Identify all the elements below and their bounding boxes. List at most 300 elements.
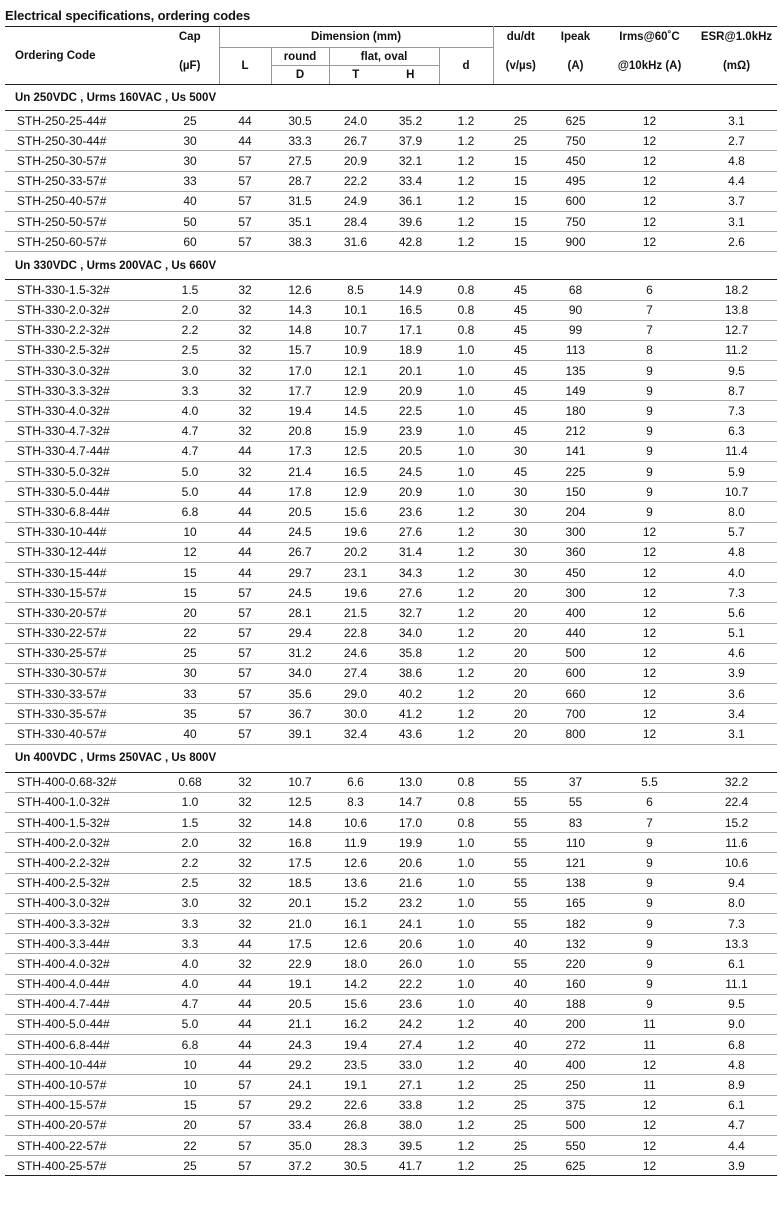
cell-esr: 3.1 bbox=[696, 211, 777, 231]
cell-dudt: 55 bbox=[493, 772, 548, 792]
table-row bbox=[5, 603, 777, 623]
cell-d: 1.2 bbox=[439, 684, 493, 704]
cell-d: 1.2 bbox=[439, 562, 493, 582]
cell-T: 12.9 bbox=[329, 482, 382, 502]
table-row bbox=[5, 643, 777, 663]
cell-irms: 9 bbox=[603, 974, 696, 994]
cell-D: 17.3 bbox=[271, 441, 329, 461]
cell-irms: 12 bbox=[603, 704, 696, 724]
cell-dudt: 45 bbox=[493, 340, 548, 360]
cell-L: 44 bbox=[219, 522, 271, 542]
cell-dudt: 20 bbox=[493, 583, 548, 603]
cell-irms: 9 bbox=[603, 954, 696, 974]
cell-esr: 6.8 bbox=[696, 1035, 777, 1055]
cell-irms: 11 bbox=[603, 1035, 696, 1055]
cell-H: 32.1 bbox=[382, 151, 439, 171]
cell-T: 13.6 bbox=[329, 873, 382, 893]
header-esr: ESR@1.0kHz bbox=[696, 27, 777, 48]
header-ipeak-unit: (A) bbox=[548, 48, 603, 85]
cell-ipeak: 400 bbox=[548, 603, 603, 623]
cell-cap: 6.8 bbox=[161, 1035, 219, 1055]
table-row bbox=[5, 853, 777, 873]
cell-ipeak: 220 bbox=[548, 954, 603, 974]
cell-esr: 11.1 bbox=[696, 974, 777, 994]
header-irms: Irms@60˚C bbox=[603, 27, 696, 48]
cell-dudt: 20 bbox=[493, 623, 548, 643]
cell-T: 26.8 bbox=[329, 1115, 382, 1135]
cell-cap: 10 bbox=[161, 522, 219, 542]
cell-ipeak: 272 bbox=[548, 1035, 603, 1055]
cell-T: 30.0 bbox=[329, 704, 382, 724]
cell-irms: 12 bbox=[603, 1055, 696, 1075]
cell-ordering-code: STH-400-1.5-32# bbox=[5, 813, 161, 833]
cell-D: 39.1 bbox=[271, 724, 329, 744]
cell-ordering-code: STH-400-15-57# bbox=[5, 1095, 161, 1115]
cell-ipeak: 68 bbox=[548, 280, 603, 300]
cell-dudt: 45 bbox=[493, 320, 548, 340]
table-row bbox=[5, 1014, 777, 1034]
cell-D: 24.5 bbox=[271, 522, 329, 542]
cell-L: 57 bbox=[219, 191, 271, 211]
cell-esr: 8.0 bbox=[696, 502, 777, 522]
cell-cap: 25 bbox=[161, 1156, 219, 1176]
cell-ipeak: 440 bbox=[548, 623, 603, 643]
voltage-group-row bbox=[5, 744, 777, 772]
cell-L: 32 bbox=[219, 340, 271, 360]
cell-T: 20.2 bbox=[329, 542, 382, 562]
cell-T: 16.5 bbox=[329, 462, 382, 482]
cell-d: 1.2 bbox=[439, 1115, 493, 1135]
cell-ordering-code: STH-250-50-57# bbox=[5, 211, 161, 231]
cell-dudt: 40 bbox=[493, 974, 548, 994]
cell-T: 10.9 bbox=[329, 340, 382, 360]
cell-T: 16.1 bbox=[329, 913, 382, 933]
cell-D: 19.4 bbox=[271, 401, 329, 421]
table-row bbox=[5, 111, 777, 131]
cell-ipeak: 83 bbox=[548, 813, 603, 833]
table-row bbox=[5, 441, 777, 461]
cell-cap: 1.5 bbox=[161, 813, 219, 833]
cell-D: 21.4 bbox=[271, 462, 329, 482]
cell-H: 27.6 bbox=[382, 583, 439, 603]
cell-irms: 12 bbox=[603, 191, 696, 211]
header-irms-unit: @10kHz (A) bbox=[603, 48, 696, 85]
cell-ipeak: 300 bbox=[548, 583, 603, 603]
cell-irms: 12 bbox=[603, 131, 696, 151]
cell-cap: 3.0 bbox=[161, 361, 219, 381]
cell-d: 1.0 bbox=[439, 340, 493, 360]
cell-ipeak: 150 bbox=[548, 482, 603, 502]
table-row bbox=[5, 704, 777, 724]
cell-L: 57 bbox=[219, 1156, 271, 1176]
cell-cap: 15 bbox=[161, 562, 219, 582]
cell-ordering-code: STH-330-4.0-32# bbox=[5, 401, 161, 421]
cell-L: 44 bbox=[219, 111, 271, 131]
table-row bbox=[5, 583, 777, 603]
cell-L: 44 bbox=[219, 934, 271, 954]
cell-esr: 8.9 bbox=[696, 1075, 777, 1095]
cell-ordering-code: STH-400-2.5-32# bbox=[5, 873, 161, 893]
cell-D: 17.7 bbox=[271, 381, 329, 401]
cell-esr: 2.6 bbox=[696, 232, 777, 252]
cell-H: 23.9 bbox=[382, 421, 439, 441]
cell-D: 38.3 bbox=[271, 232, 329, 252]
cell-dudt: 45 bbox=[493, 421, 548, 441]
cell-dudt: 20 bbox=[493, 704, 548, 724]
cell-esr: 4.8 bbox=[696, 1055, 777, 1075]
cell-H: 20.6 bbox=[382, 853, 439, 873]
cell-esr: 3.9 bbox=[696, 1156, 777, 1176]
cell-H: 27.1 bbox=[382, 1075, 439, 1095]
cell-ordering-code: STH-330-15-57# bbox=[5, 583, 161, 603]
cell-T: 31.6 bbox=[329, 232, 382, 252]
cell-irms: 12 bbox=[603, 111, 696, 131]
cell-esr: 4.4 bbox=[696, 1136, 777, 1156]
cell-cap: 4.0 bbox=[161, 954, 219, 974]
cell-D: 28.1 bbox=[271, 603, 329, 623]
cell-dudt: 25 bbox=[493, 1136, 548, 1156]
cell-d: 1.2 bbox=[439, 171, 493, 191]
cell-H: 39.5 bbox=[382, 1136, 439, 1156]
cell-cap: 22 bbox=[161, 1136, 219, 1156]
cell-esr: 4.8 bbox=[696, 151, 777, 171]
cell-L: 57 bbox=[219, 151, 271, 171]
cell-T: 28.3 bbox=[329, 1136, 382, 1156]
cell-ordering-code: STH-400-1.0-32# bbox=[5, 792, 161, 812]
cell-H: 42.8 bbox=[382, 232, 439, 252]
cell-L: 32 bbox=[219, 280, 271, 300]
table-row bbox=[5, 502, 777, 522]
cell-cap: 2.0 bbox=[161, 833, 219, 853]
cell-esr: 5.7 bbox=[696, 522, 777, 542]
cell-d: 1.2 bbox=[439, 232, 493, 252]
cell-D: 33.3 bbox=[271, 131, 329, 151]
cell-ipeak: 182 bbox=[548, 913, 603, 933]
cell-L: 57 bbox=[219, 724, 271, 744]
cell-irms: 9 bbox=[603, 893, 696, 913]
cell-L: 57 bbox=[219, 684, 271, 704]
cell-L: 44 bbox=[219, 994, 271, 1014]
cell-d: 1.0 bbox=[439, 853, 493, 873]
cell-T: 14.2 bbox=[329, 974, 382, 994]
cell-H: 19.9 bbox=[382, 833, 439, 853]
cell-ipeak: 600 bbox=[548, 663, 603, 683]
cell-cap: 4.0 bbox=[161, 401, 219, 421]
cell-irms: 12 bbox=[603, 542, 696, 562]
cell-irms: 9 bbox=[603, 833, 696, 853]
cell-irms: 7 bbox=[603, 320, 696, 340]
cell-dudt: 45 bbox=[493, 381, 548, 401]
cell-esr: 5.9 bbox=[696, 462, 777, 482]
cell-L: 44 bbox=[219, 1014, 271, 1034]
cell-dudt: 30 bbox=[493, 562, 548, 582]
cell-T: 12.5 bbox=[329, 441, 382, 461]
cell-L: 32 bbox=[219, 833, 271, 853]
cell-D: 27.5 bbox=[271, 151, 329, 171]
cell-irms: 12 bbox=[603, 171, 696, 191]
cell-ordering-code: STH-330-35-57# bbox=[5, 704, 161, 724]
cell-cap: 2.5 bbox=[161, 340, 219, 360]
cell-T: 19.6 bbox=[329, 583, 382, 603]
cell-d: 1.2 bbox=[439, 211, 493, 231]
cell-d: 1.2 bbox=[439, 542, 493, 562]
cell-H: 39.6 bbox=[382, 211, 439, 231]
cell-H: 20.5 bbox=[382, 441, 439, 461]
cell-cap: 1.5 bbox=[161, 280, 219, 300]
cell-d: 1.2 bbox=[439, 502, 493, 522]
cell-d: 1.0 bbox=[439, 441, 493, 461]
cell-ipeak: 132 bbox=[548, 934, 603, 954]
cell-d: 1.0 bbox=[439, 994, 493, 1014]
cell-ipeak: 212 bbox=[548, 421, 603, 441]
cell-d: 1.2 bbox=[439, 1055, 493, 1075]
cell-dudt: 55 bbox=[493, 853, 548, 873]
cell-dudt: 15 bbox=[493, 211, 548, 231]
cell-dudt: 20 bbox=[493, 663, 548, 683]
table-row bbox=[5, 191, 777, 211]
cell-L: 32 bbox=[219, 381, 271, 401]
table-row bbox=[5, 151, 777, 171]
cell-L: 57 bbox=[219, 603, 271, 623]
table-row bbox=[5, 381, 777, 401]
cell-ipeak: 600 bbox=[548, 191, 603, 211]
cell-irms: 9 bbox=[603, 994, 696, 1014]
cell-H: 43.6 bbox=[382, 724, 439, 744]
cell-ordering-code: STH-400-6.8-44# bbox=[5, 1035, 161, 1055]
cell-T: 16.2 bbox=[329, 1014, 382, 1034]
cell-dudt: 30 bbox=[493, 441, 548, 461]
cell-irms: 6 bbox=[603, 792, 696, 812]
cell-L: 32 bbox=[219, 954, 271, 974]
cell-esr: 3.1 bbox=[696, 724, 777, 744]
cell-esr: 6.1 bbox=[696, 1095, 777, 1115]
cell-esr: 11.6 bbox=[696, 833, 777, 853]
cell-L: 44 bbox=[219, 1035, 271, 1055]
cell-ordering-code: STH-400-4.0-44# bbox=[5, 974, 161, 994]
cell-D: 31.2 bbox=[271, 643, 329, 663]
cell-L: 32 bbox=[219, 320, 271, 340]
header-d: d bbox=[439, 48, 493, 85]
cell-esr: 3.1 bbox=[696, 111, 777, 131]
cell-H: 17.1 bbox=[382, 320, 439, 340]
cell-L: 32 bbox=[219, 913, 271, 933]
cell-T: 23.5 bbox=[329, 1055, 382, 1075]
cell-d: 1.0 bbox=[439, 482, 493, 502]
table-row bbox=[5, 873, 777, 893]
cell-ordering-code: STH-400-25-57# bbox=[5, 1156, 161, 1176]
cell-L: 32 bbox=[219, 361, 271, 381]
cell-d: 1.2 bbox=[439, 583, 493, 603]
cell-cap: 10 bbox=[161, 1075, 219, 1095]
cell-ipeak: 135 bbox=[548, 361, 603, 381]
cell-ordering-code: STH-330-30-57# bbox=[5, 663, 161, 683]
cell-L: 32 bbox=[219, 813, 271, 833]
cell-H: 20.9 bbox=[382, 482, 439, 502]
cell-L: 32 bbox=[219, 873, 271, 893]
cell-cap: 33 bbox=[161, 171, 219, 191]
cell-esr: 9.5 bbox=[696, 361, 777, 381]
cell-ordering-code: STH-400-3.3-44# bbox=[5, 934, 161, 954]
cell-cap: 40 bbox=[161, 191, 219, 211]
cell-D: 29.2 bbox=[271, 1055, 329, 1075]
table-row bbox=[5, 1156, 777, 1176]
cell-d: 1.0 bbox=[439, 833, 493, 853]
cell-cap: 5.0 bbox=[161, 1014, 219, 1034]
cell-T: 22.8 bbox=[329, 623, 382, 643]
cell-irms: 9 bbox=[603, 934, 696, 954]
cell-ordering-code: STH-330-2.5-32# bbox=[5, 340, 161, 360]
cell-d: 1.2 bbox=[439, 1035, 493, 1055]
cell-d: 1.2 bbox=[439, 704, 493, 724]
voltage-group-label: Un 400VDC , Urms 250VAC , Us 800V bbox=[5, 744, 777, 772]
cell-esr: 11.2 bbox=[696, 340, 777, 360]
header-dudt: du/dt bbox=[493, 27, 548, 48]
cell-L: 57 bbox=[219, 643, 271, 663]
cell-L: 32 bbox=[219, 401, 271, 421]
cell-ipeak: 113 bbox=[548, 340, 603, 360]
cell-D: 24.3 bbox=[271, 1035, 329, 1055]
cell-ordering-code: STH-330-5.0-44# bbox=[5, 482, 161, 502]
cell-H: 22.5 bbox=[382, 401, 439, 421]
cell-d: 1.2 bbox=[439, 1075, 493, 1095]
cell-H: 24.5 bbox=[382, 462, 439, 482]
cell-irms: 9 bbox=[603, 441, 696, 461]
cell-H: 22.2 bbox=[382, 974, 439, 994]
table-row bbox=[5, 1115, 777, 1135]
cell-dudt: 55 bbox=[493, 893, 548, 913]
table-row bbox=[5, 232, 777, 252]
cell-D: 10.7 bbox=[271, 772, 329, 792]
cell-T: 19.6 bbox=[329, 522, 382, 542]
table-row bbox=[5, 934, 777, 954]
cell-ordering-code: STH-330-15-44# bbox=[5, 562, 161, 582]
cell-T: 18.0 bbox=[329, 954, 382, 974]
cell-T: 8.3 bbox=[329, 792, 382, 812]
cell-T: 19.4 bbox=[329, 1035, 382, 1055]
cell-H: 40.2 bbox=[382, 684, 439, 704]
cell-H: 33.0 bbox=[382, 1055, 439, 1075]
cell-esr: 2.7 bbox=[696, 131, 777, 151]
cell-dudt: 20 bbox=[493, 724, 548, 744]
cell-D: 33.4 bbox=[271, 1115, 329, 1135]
cell-ordering-code: STH-330-40-57# bbox=[5, 724, 161, 744]
cell-irms: 11 bbox=[603, 1075, 696, 1095]
cell-d: 1.0 bbox=[439, 934, 493, 954]
cell-ordering-code: STH-400-10-57# bbox=[5, 1075, 161, 1095]
cell-D: 26.7 bbox=[271, 542, 329, 562]
cell-dudt: 15 bbox=[493, 171, 548, 191]
cell-cap: 12 bbox=[161, 542, 219, 562]
table-row bbox=[5, 300, 777, 320]
cell-ipeak: 900 bbox=[548, 232, 603, 252]
cell-d: 1.2 bbox=[439, 663, 493, 683]
cell-dudt: 25 bbox=[493, 111, 548, 131]
cell-d: 0.8 bbox=[439, 792, 493, 812]
cell-D: 35.0 bbox=[271, 1136, 329, 1156]
cell-T: 30.5 bbox=[329, 1156, 382, 1176]
cell-cap: 50 bbox=[161, 211, 219, 231]
cell-L: 57 bbox=[219, 704, 271, 724]
cell-L: 32 bbox=[219, 300, 271, 320]
cell-d: 1.0 bbox=[439, 893, 493, 913]
cell-D: 35.6 bbox=[271, 684, 329, 704]
cell-esr: 3.9 bbox=[696, 663, 777, 683]
cell-ipeak: 141 bbox=[548, 441, 603, 461]
cell-ordering-code: STH-330-4.7-44# bbox=[5, 441, 161, 461]
cell-ipeak: 500 bbox=[548, 1115, 603, 1135]
cell-T: 12.9 bbox=[329, 381, 382, 401]
cell-ordering-code: STH-330-22-57# bbox=[5, 623, 161, 643]
voltage-group-row bbox=[5, 85, 777, 111]
cell-cap: 2.2 bbox=[161, 853, 219, 873]
cell-D: 29.7 bbox=[271, 562, 329, 582]
cell-irms: 9 bbox=[603, 421, 696, 441]
cell-cap: 3.0 bbox=[161, 893, 219, 913]
cell-D: 17.8 bbox=[271, 482, 329, 502]
cell-esr: 9.4 bbox=[696, 873, 777, 893]
cell-d: 1.2 bbox=[439, 724, 493, 744]
table-row bbox=[5, 813, 777, 833]
cell-dudt: 45 bbox=[493, 300, 548, 320]
cell-dudt: 40 bbox=[493, 934, 548, 954]
cell-esr: 4.8 bbox=[696, 542, 777, 562]
cell-d: 1.2 bbox=[439, 1136, 493, 1156]
cell-ipeak: 750 bbox=[548, 131, 603, 151]
cell-H: 41.2 bbox=[382, 704, 439, 724]
cell-dudt: 25 bbox=[493, 1115, 548, 1135]
cell-L: 44 bbox=[219, 1055, 271, 1075]
cell-L: 57 bbox=[219, 663, 271, 683]
cell-H: 26.0 bbox=[382, 954, 439, 974]
cell-cap: 15 bbox=[161, 1095, 219, 1115]
cell-D: 20.5 bbox=[271, 994, 329, 1014]
cell-D: 16.8 bbox=[271, 833, 329, 853]
cell-D: 20.1 bbox=[271, 893, 329, 913]
cell-esr: 13.8 bbox=[696, 300, 777, 320]
table-row bbox=[5, 1035, 777, 1055]
cell-L: 44 bbox=[219, 562, 271, 582]
cell-d: 1.0 bbox=[439, 974, 493, 994]
cell-D: 17.0 bbox=[271, 361, 329, 381]
cell-H: 34.0 bbox=[382, 623, 439, 643]
cell-D: 24.1 bbox=[271, 1075, 329, 1095]
cell-ordering-code: STH-250-60-57# bbox=[5, 232, 161, 252]
cell-dudt: 25 bbox=[493, 1095, 548, 1115]
cell-cap: 2.2 bbox=[161, 320, 219, 340]
cell-d: 0.8 bbox=[439, 320, 493, 340]
cell-H: 21.6 bbox=[382, 873, 439, 893]
table-row bbox=[5, 542, 777, 562]
cell-D: 14.8 bbox=[271, 813, 329, 833]
cell-dudt: 40 bbox=[493, 1035, 548, 1055]
cell-dudt: 20 bbox=[493, 603, 548, 623]
cell-ipeak: 180 bbox=[548, 401, 603, 421]
cell-esr: 3.7 bbox=[696, 191, 777, 211]
cell-ipeak: 495 bbox=[548, 171, 603, 191]
cell-H: 38.6 bbox=[382, 663, 439, 683]
cell-ipeak: 165 bbox=[548, 893, 603, 913]
cell-cap: 1.0 bbox=[161, 792, 219, 812]
cell-dudt: 20 bbox=[493, 684, 548, 704]
cell-D: 37.2 bbox=[271, 1156, 329, 1176]
cell-esr: 22.4 bbox=[696, 792, 777, 812]
cell-ipeak: 188 bbox=[548, 994, 603, 1014]
cell-cap: 3.3 bbox=[161, 381, 219, 401]
cell-dudt: 55 bbox=[493, 913, 548, 933]
cell-ipeak: 800 bbox=[548, 724, 603, 744]
cell-D: 12.5 bbox=[271, 792, 329, 812]
cell-T: 23.1 bbox=[329, 562, 382, 582]
